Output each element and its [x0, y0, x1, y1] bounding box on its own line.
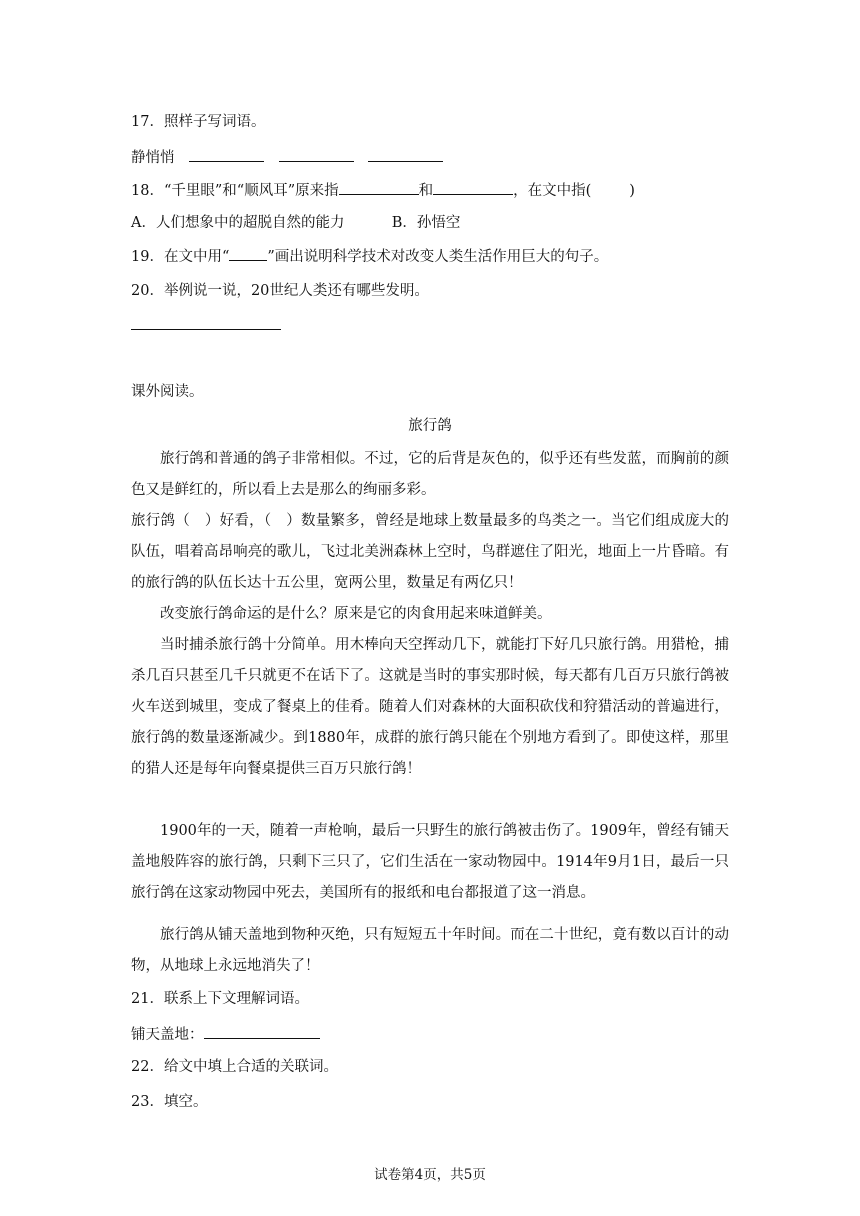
question-23: 23．填空。: [131, 1094, 208, 1110]
article-paragraph-4: 当时捕杀旅行鸽十分简单。用木棒向天空挥动几下，就能打下好几只旅行鸽。用猎枪，捕杀几百只甚至几千只就更不在话下了。这就是当时的事实那时候，每天都有几百万只旅行鸽被火车送到城里，变成了餐桌上的佳肴。随着人们对森林的大面积砍伐和狩猎活动的普遍进行，旅行鸽的数量逐渐减少。到1880年，成群的旅行鸽只能在个别地方看到了。即使这样，那里的猎人还是每年向餐桌提供三百万只旅行鸽！: [131, 637, 729, 777]
answer-blank[interactable]: [339, 180, 419, 195]
article-paragraph-6: 旅行鸽从铺天盖地到物种灭绝，只有短短五十年时间。而在二十世纪，竟有数以百计的动物，从地球上永远地消失了！: [131, 927, 729, 974]
question-21-answer-line: [131, 1024, 320, 1045]
question-18-options: [131, 213, 460, 233]
target-word: 铺天盖地：: [131, 1027, 204, 1043]
article-paragraph-3: 改变旅行鸽命运的是什么？原来是它的肉食用起来味道鲜美。: [160, 606, 552, 622]
page-footer: 试卷第4页，共5页: [374, 1167, 486, 1183]
question-18-text: ): [629, 183, 635, 199]
answer-blank[interactable]: [433, 180, 513, 195]
question-19-text: ”画出说明科学技术对改变人类生活作用巨大的句子。: [267, 249, 609, 265]
question-18-text: ，在文中指(: [513, 183, 592, 199]
answer-blank[interactable]: [368, 147, 443, 162]
article-paragraph-2: 旅行鸽（ ）好看，（ ）数量繁多，曾经是地球上数量最多的鸟类之一。当它们组成庞大的队伍，唱着高昂响亮的歌儿，飞过北美洲森林上空时，鸟群遮住了阳光，地面上一片昏暗。有的旅行鸽的队伍长达十五公里，宽两公里，数量足有两亿只！: [131, 513, 729, 591]
question-19-text: 19．在文中用“: [131, 249, 230, 265]
option-b[interactable]: B．孙悟空: [391, 215, 461, 231]
question-19: [131, 246, 608, 267]
article-paragraph-1: 旅行鸽和普通的鸽子非常相似。不过，它的后背是灰色的，似乎还有些发蓝，而胸前的颜色又是鲜红的，所以看上去是那么的绚丽多彩。: [131, 451, 729, 498]
answer-blank[interactable]: [131, 315, 281, 330]
question-18-text: 18．“千里眼”和“顺风耳”原来指: [131, 183, 339, 199]
section-label: 课外阅读。: [131, 384, 204, 400]
article-title: 旅行鸽: [408, 418, 452, 434]
question-20-answer-line: [131, 315, 281, 336]
answer-blank[interactable]: [189, 147, 264, 162]
example-word: 静悄悄: [131, 150, 175, 166]
question-22: 22．给文中填上合适的关联词。: [131, 1059, 338, 1075]
option-a[interactable]: A．人们想象中的超脱自然的能力: [131, 215, 345, 231]
question-17: 17．照样子写词语。: [131, 114, 266, 130]
question-17-answer-line: [131, 147, 443, 168]
question-18: [131, 180, 635, 201]
question-21: 21．联系上下文理解词语。: [131, 991, 309, 1007]
answer-blank[interactable]: [279, 147, 354, 162]
answer-blank[interactable]: [204, 1024, 320, 1039]
underline-marker: [229, 246, 267, 261]
question-20: 20．举例说一说，20世纪人类还有哪些发明。: [131, 283, 429, 299]
article-paragraph-5: 1900年的一天，随着一声枪响，最后一只野生的旅行鸽被击伤了。1909年，曾经有铺天盖地般阵容的旅行鸽，只剩下三只了，它们生活在一家动物园中。1914年9月1日，最后一只旅行鸽在这家动物园中死去，美国所有的报纸和电台都报道了这一消息。: [131, 823, 729, 901]
question-18-text: 和: [418, 183, 434, 199]
